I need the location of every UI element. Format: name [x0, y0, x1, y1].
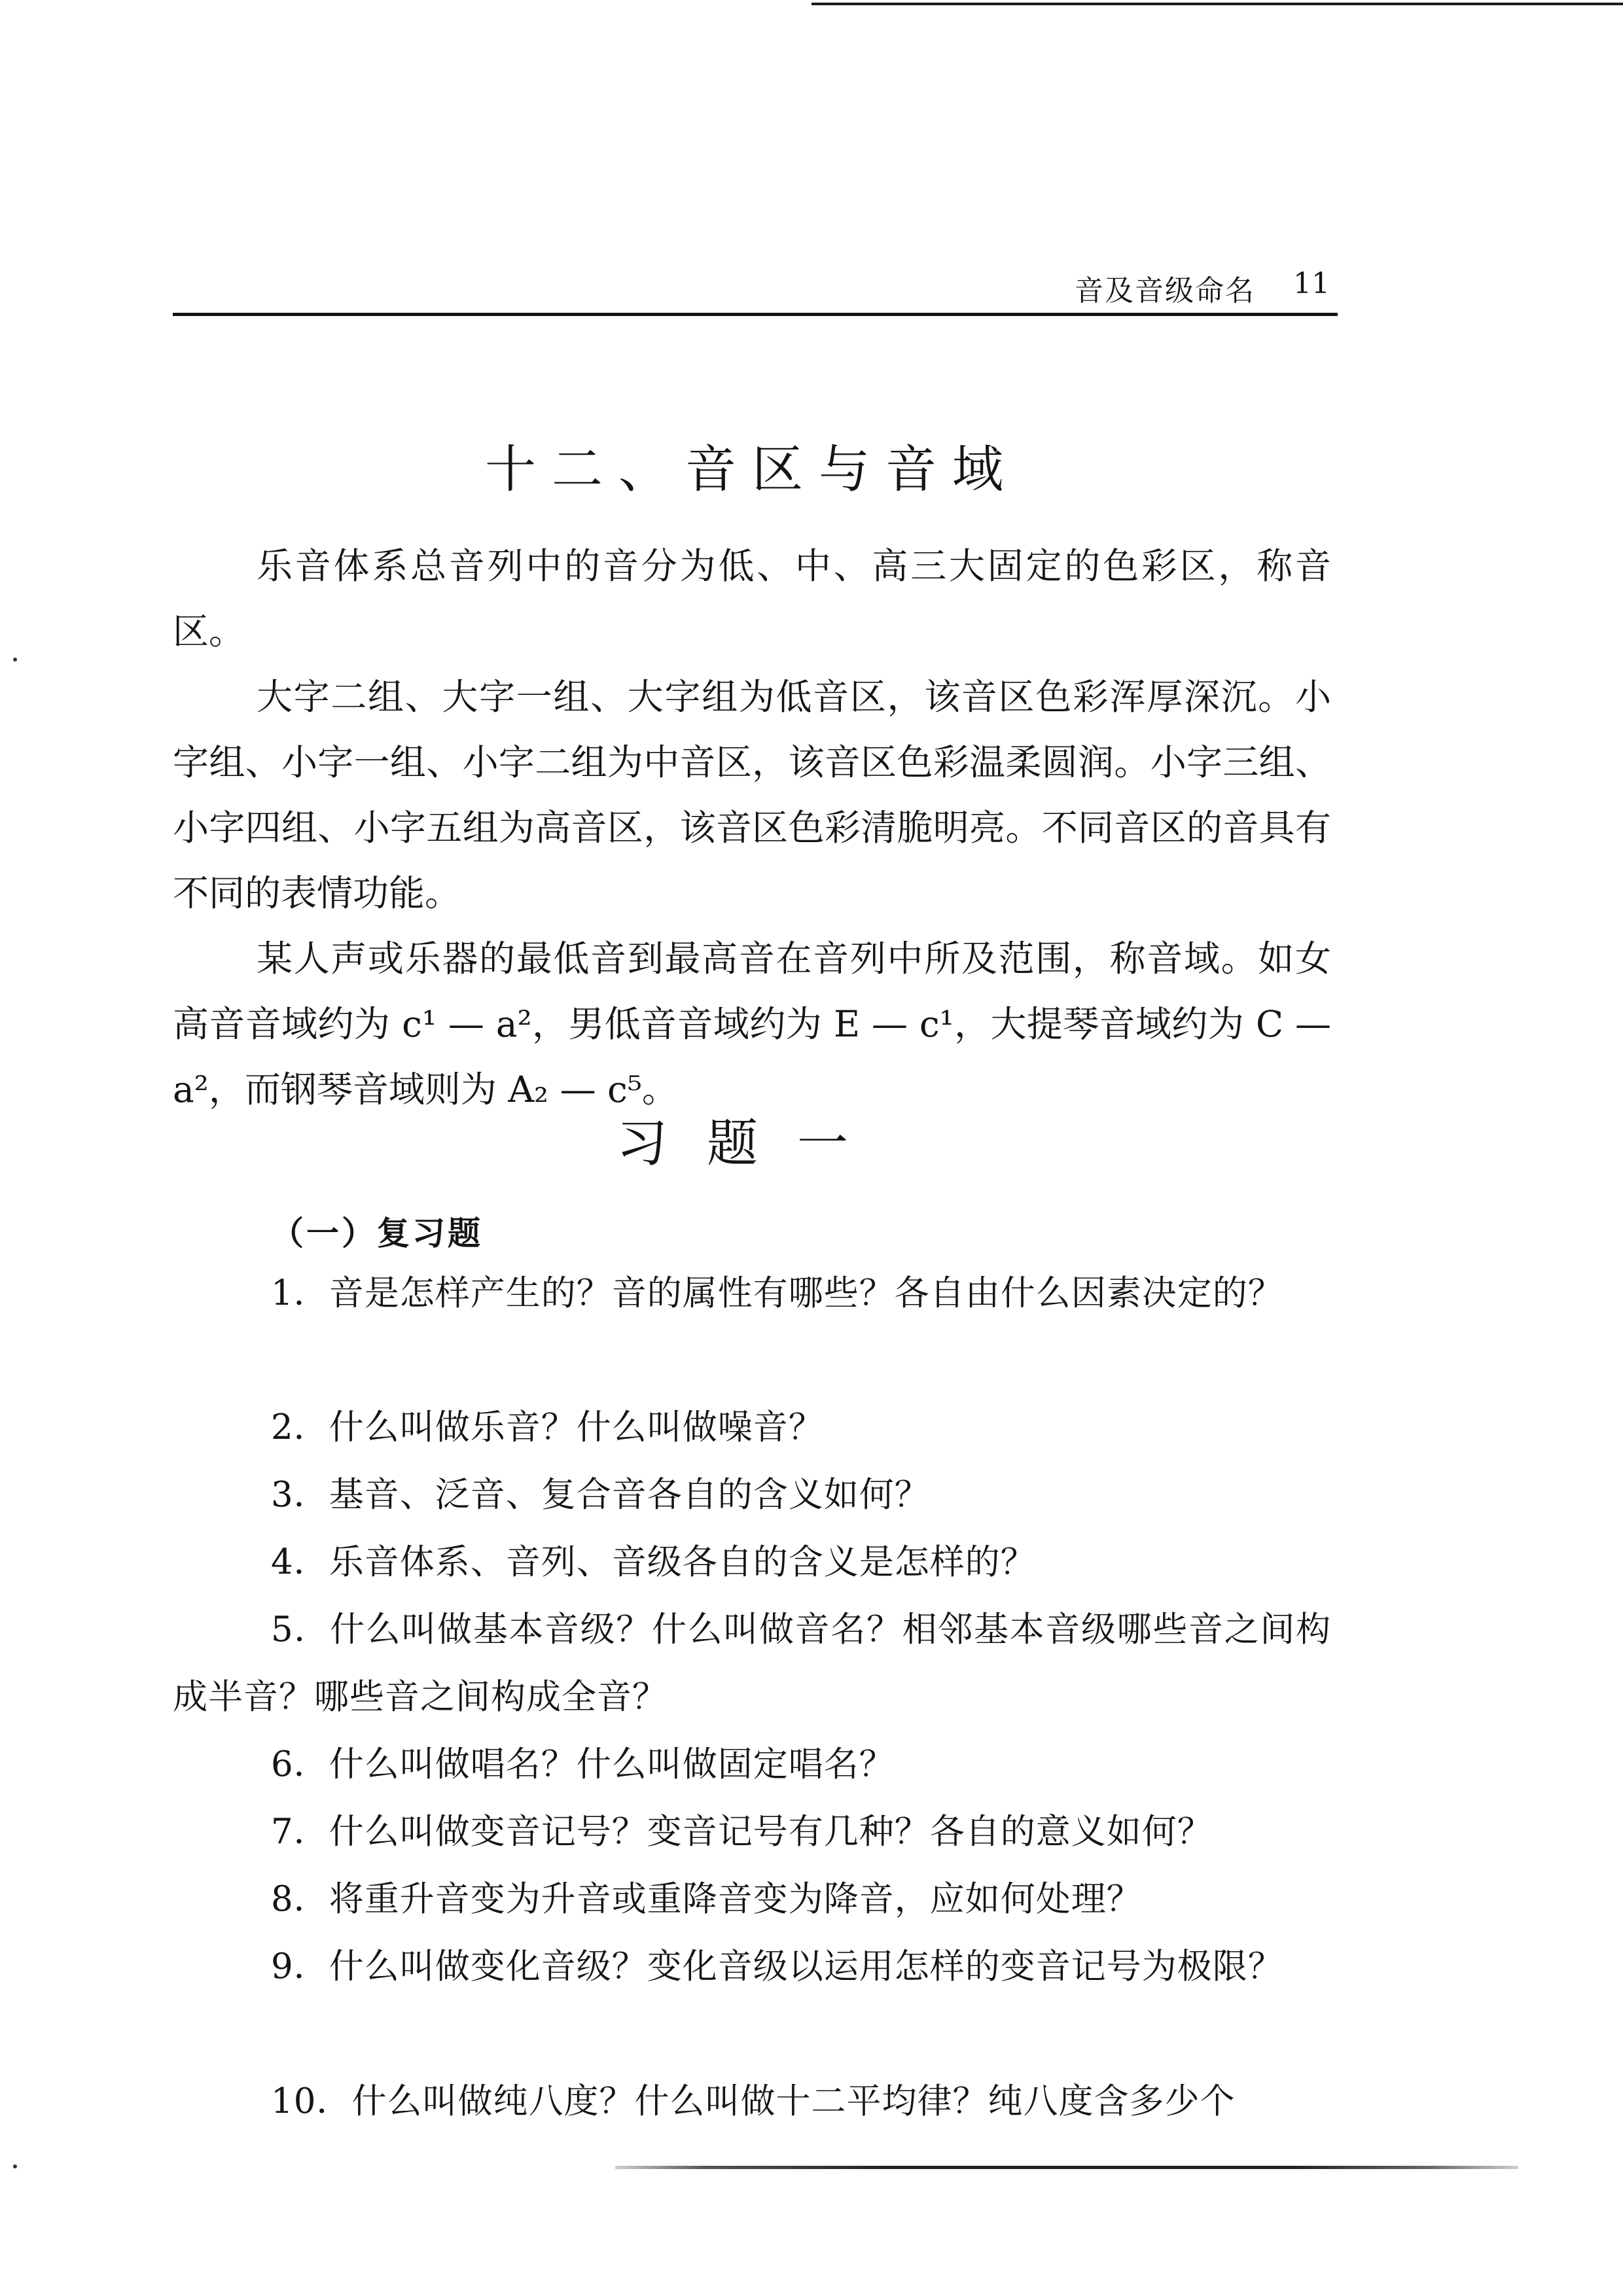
paragraph: 某人声或乐器的最低音到最高音在音列中所及范围，称音域。如女高音音域约为 c¹ — a²，男低音音域约为 E — c¹，大提琴音域约为 C — a²，而钢琴音域则为 A₂ — c⁵。	[173, 938, 1331, 1110]
question-item: 5．什么叫做基本音级？什么叫做音名？相邻基本音级哪些音之间构成半音？哪些音之间构成全音？	[173, 1610, 1331, 1717]
paragraph: 大字二组、大字一组、大字组为低音区，该音区色彩浑厚深沉。小字组、小字一组、小字二组为中音区，该音区色彩温柔圆润。小字三组、小字四组、小字五组为高音区，该音区色彩清脆明亮。不同音区的音具有不同的表情功能。	[173, 676, 1331, 914]
running-head	[173, 262, 1338, 316]
exercise-title: 习题一	[616, 1114, 887, 1173]
question-item: 2．什么叫做乐音？什么叫做噪音？	[271, 1407, 824, 1447]
scan-edge-line-bottom	[615, 2166, 1518, 2169]
question-item: 4．乐音体系、音列、音级各自的含义是怎样的？	[271, 1542, 1036, 1582]
paragraph: 乐音体系总音列中的音分为低、中、高三大固定的色彩区，称音区。	[173, 545, 1331, 652]
question-item: 10．什么叫做纯八度？什么叫做十二平均律？纯八度含多少个	[271, 2081, 1236, 2121]
section-title: 十二、音区与音域	[484, 440, 1019, 499]
scan-speck	[13, 658, 17, 662]
question-item: 9．什么叫做变化音级？变化音级以运用怎样的变音记号为极限？	[271, 1947, 1283, 1987]
page-number: 11	[1293, 267, 1330, 300]
question-item: 7．什么叫做变音记号？变音记号有几种？各自的意义如何？	[271, 1812, 1213, 1852]
question-item: 3．基音、泛音、复合音各自的含义如何？	[271, 1475, 930, 1515]
question-item: 8．将重升音变为升音或重降音变为降音，应如何处理？	[271, 1879, 1142, 1919]
question-item: 1．音是怎样产生的？音的属性有哪些？各自由什么因素决定的？	[271, 1273, 1283, 1313]
scan-edge-line-top	[812, 3, 1623, 5]
question-item: 6．什么叫做唱名？什么叫做固定唱名？	[271, 1744, 895, 1784]
running-head-title: 音及音级命名	[1075, 274, 1255, 308]
scan-speck	[13, 2164, 17, 2168]
exercise-subtitle: （一）复习题	[271, 1214, 483, 1252]
